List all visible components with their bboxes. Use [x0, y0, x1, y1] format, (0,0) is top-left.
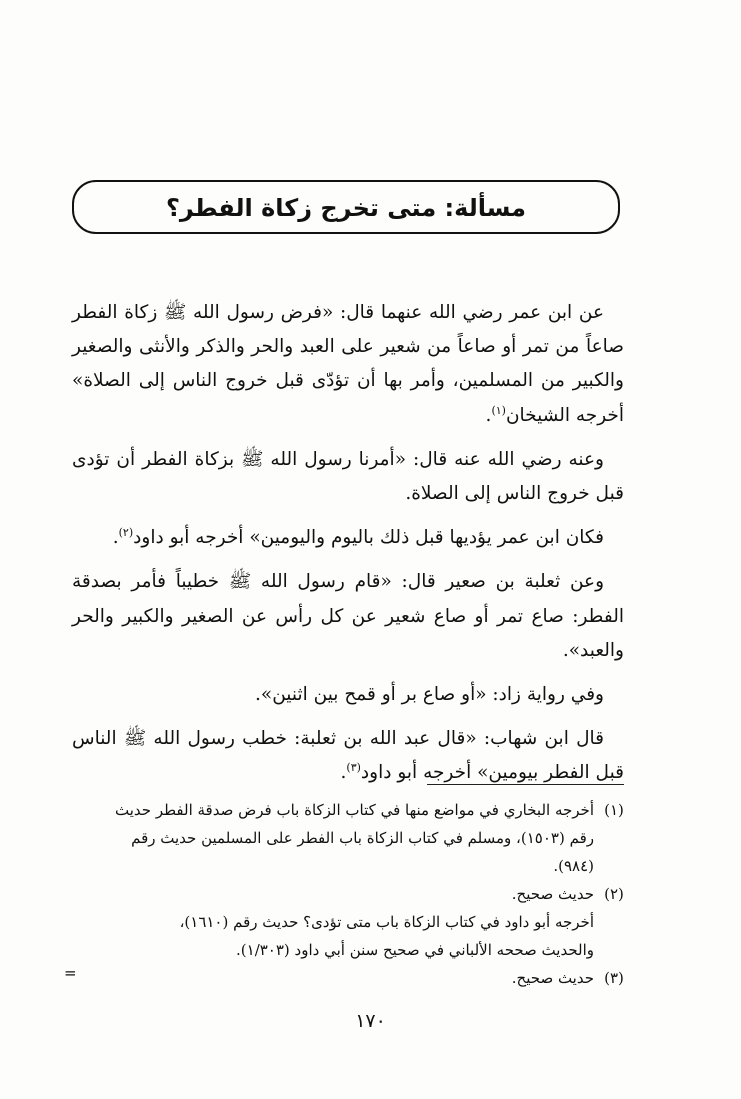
paragraph-text: قال ابن شهاب: «قال عبد الله بن ثعلبة: خطب رسول الله ﷺ الناس قبل الفطر بيومين» أخرجه أبو داود [72, 728, 624, 784]
paragraph-text: وعنه رضي الله عنه قال: «أمرنا رسول الله ﷺ بزكاة الفطر أن تؤدى قبل خروج الناس إلى الصلاة. [72, 448, 624, 505]
footnote-divider [427, 784, 624, 785]
footnote-line: أخرجه البخاري في مواضع منها في كتاب الزكاة باب فرض صدقة الفطر حديث [115, 801, 594, 819]
paragraph-end: . [485, 404, 492, 426]
paragraph-text: فكان ابن عمر يؤديها قبل ذلك باليوم واليومين» أخرجه أبو داود [133, 527, 604, 549]
paragraph-end: . [340, 762, 347, 784]
footnote-ref: (١) [491, 403, 506, 417]
page-number: ١٧٠ [355, 1010, 386, 1032]
paragraph-end: . [112, 527, 119, 549]
footnote-number: (١) [604, 801, 624, 819]
main-text [72, 296, 624, 801]
footnote-line: رقم (١٥٠٣)، ومسلم في كتاب الزكاة باب الفطر على المسلمين حديث رقم [131, 829, 594, 847]
footnote-number: (٢) [604, 885, 624, 903]
footnotes [72, 796, 634, 992]
footnote-line: والحديث صححه الألباني في صحيح سنن أبي داود (١/٣٠٣). [236, 941, 594, 959]
paragraph [72, 565, 624, 668]
footnote-ref: (٢) [118, 526, 134, 540]
footnote-ref: (٣) [346, 761, 361, 775]
footnote-text [72, 964, 594, 992]
footnote-line: (٩٨٤). [553, 857, 594, 875]
paragraph [72, 521, 624, 555]
paragraph [72, 296, 624, 433]
paragraph [72, 722, 624, 790]
footnote [72, 964, 634, 992]
footnote-line: أخرجه أبو داود في كتاب الزكاة باب متى تؤدى؟ حديث رقم (١٦١٠)، [179, 913, 594, 931]
page-title: مسألة: متى تخرج زكاة الفطر؟ [165, 194, 527, 222]
footnote-number: (٣) [604, 969, 624, 987]
paragraph [72, 678, 624, 712]
footnote-text [72, 880, 594, 964]
footnote-text [72, 796, 594, 880]
footnote-line: حديث صحيح. [511, 885, 594, 903]
footnote [72, 880, 634, 964]
paragraph [72, 443, 624, 511]
footnote [72, 796, 634, 880]
paragraph-text: وعن ثعلبة بن صعير قال: «قام رسول الله ﷺ خطيباً فأمر بصدقة الفطر: صاع تمر أو صاع شعير عن كل رأس عن الصغير والكبير والحر والعبد». [72, 571, 624, 661]
title-frame [72, 180, 620, 234]
paragraph-text: وفي رواية زاد: «أو صاع بر أو قمح بين اثنين». [255, 684, 604, 706]
continuation-mark: = [64, 964, 77, 982]
footnote-line: حديث صحيح. [511, 969, 594, 987]
paragraph-text: عن ابن عمر رضي الله عنهما قال: «فرض رسول الله ﷺ زكاة الفطر صاعاً من تمر أو صاعاً من شعير على العبد والحر والذكر والأنثى والصغير والكبير من المسلمين، وأمر بها أن تؤدّى قبل خروج الناس إلى الصلاة» أخرجه الشيخان [72, 302, 624, 426]
